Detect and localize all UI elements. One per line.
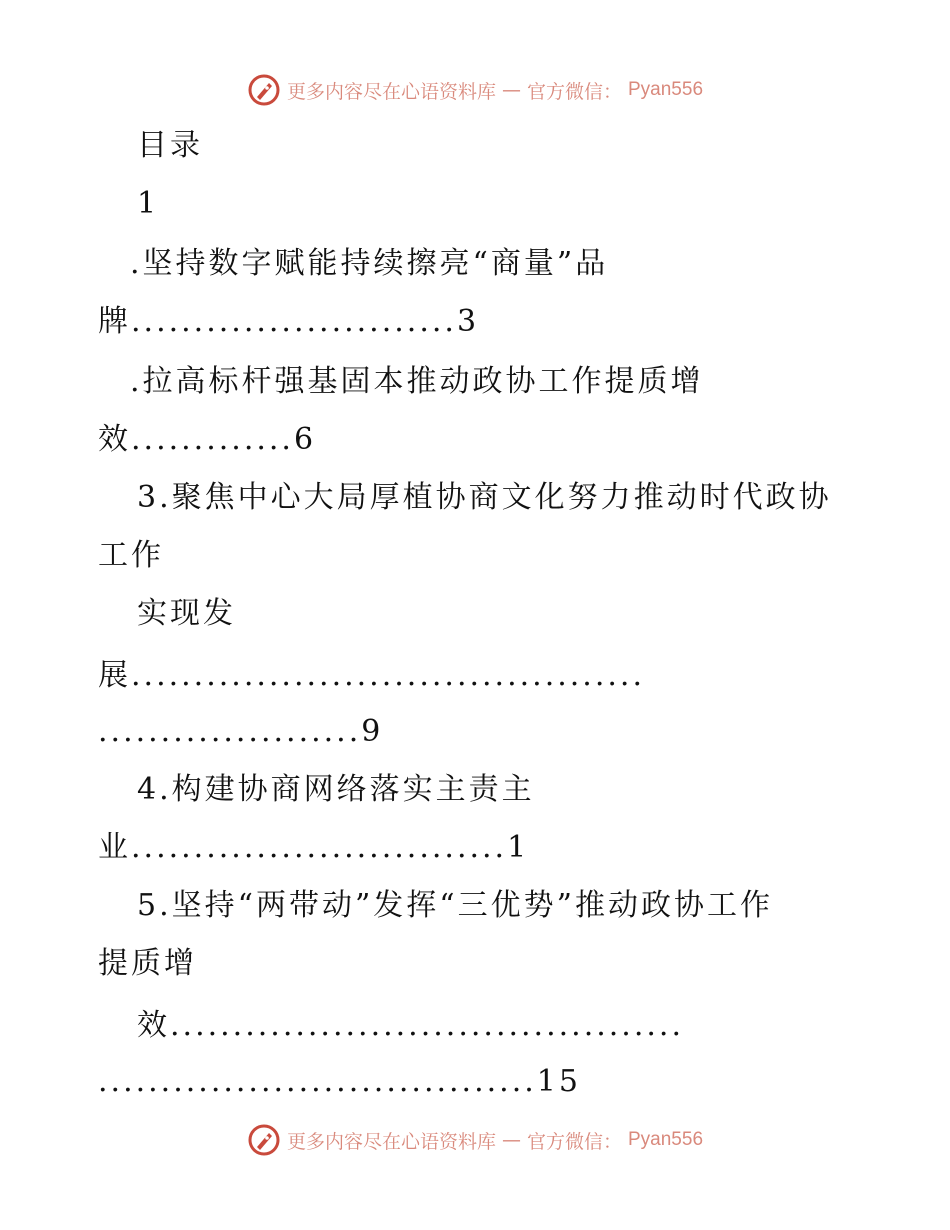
toc-number: 1 — [137, 186, 160, 221]
watermark-contact-label: 官方微信： — [526, 80, 622, 103]
watermark-contact-id: Pyan556 — [628, 79, 704, 100]
toc-line-4: 4.构建协商网络落实主责主 — [137, 772, 535, 807]
toc-line-3-page: .....................9 — [98, 714, 384, 749]
watermark-contact-id: Pyan556 — [628, 1129, 704, 1150]
watermark-text: 更多内容尽在心语资料库 — [286, 80, 496, 103]
toc-line-3-cont: 工作 — [98, 538, 164, 573]
top-watermark-banner — [0, 70, 950, 110]
watermark-dash: — — [501, 79, 521, 101]
pen-nib-logo-icon — [247, 1123, 281, 1157]
bottom-watermark-banner — [0, 1120, 950, 1160]
watermark-contact-label: 官方微信： — [526, 1130, 622, 1153]
toc-line-5: 5.坚持“两带动”发挥“三优势”推动政协工作 — [137, 888, 773, 923]
pen-nib-logo-icon — [247, 73, 281, 107]
watermark-content — [247, 1123, 703, 1157]
toc-line-3-leader: 展......................................... — [98, 658, 645, 693]
toc-line-5-page: ...................................15 — [98, 1064, 581, 1099]
watermark-dash: — — [501, 1129, 521, 1151]
watermark-text: 更多内容尽在心语资料库 — [286, 1130, 496, 1153]
watermark-content — [247, 73, 703, 107]
toc-line-2-page: 效.............6 — [98, 422, 317, 457]
toc-line-3: 3.聚焦中心大局厚植协商文化努力推动时代政协 — [137, 480, 832, 515]
toc-line-1: .坚持数字赋能持续擦亮“商量”品 — [130, 246, 609, 281]
toc-line-2: .拉高标杆强基固本推动政协工作提质增 — [130, 364, 704, 399]
toc-line-4-page: 业..............................1 — [98, 830, 530, 865]
toc-line-1-page: 牌..........................3 — [98, 304, 480, 339]
toc-line-5-leader: 效......................................... — [137, 1008, 684, 1043]
toc-line-3-cont2: 实现发 — [137, 596, 236, 631]
toc-line-5-cont: 提质增 — [98, 946, 197, 981]
toc-title: 目录 — [137, 128, 203, 163]
